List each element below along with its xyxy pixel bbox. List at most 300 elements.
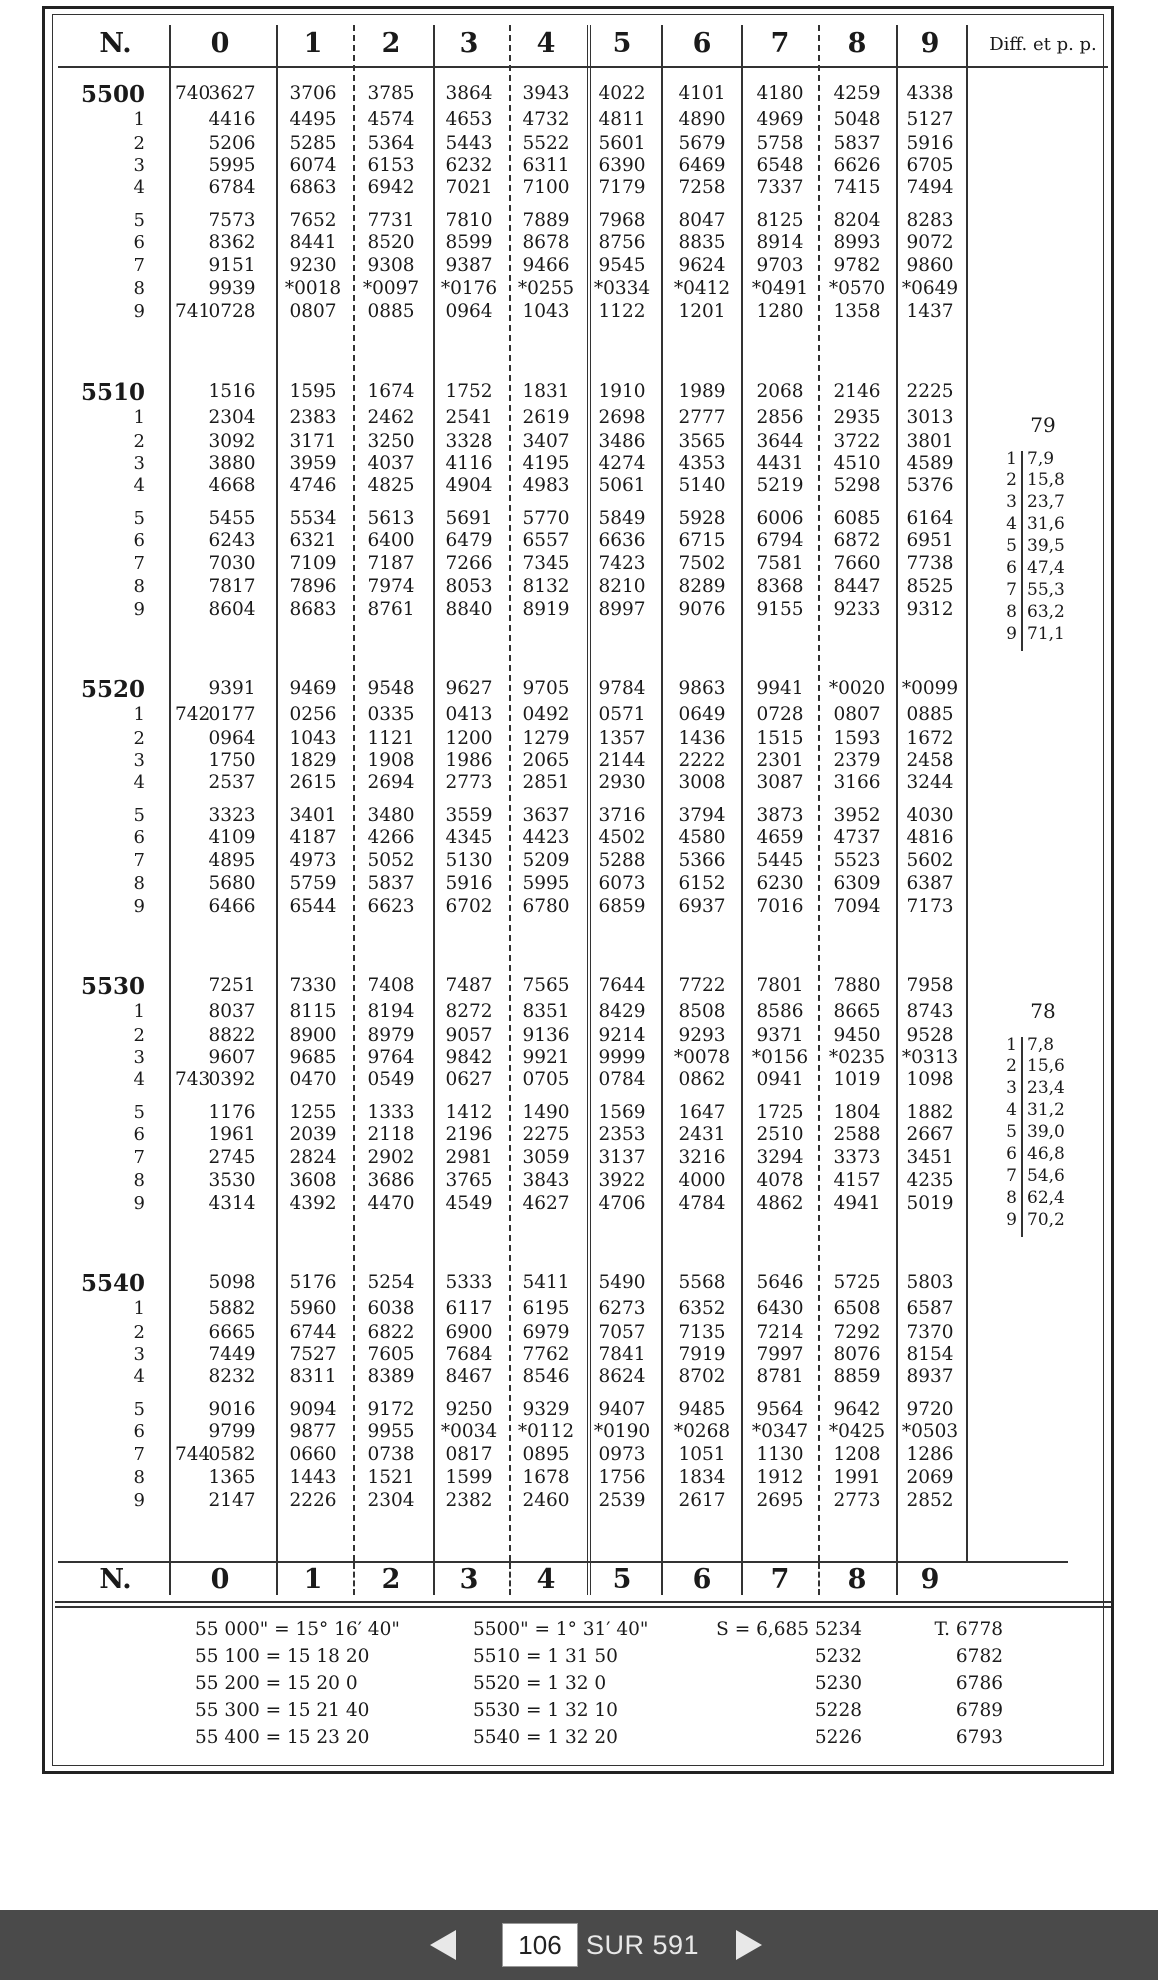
table-cell: *0503: [901, 1421, 959, 1442]
diff-table-digit: 4: [1006, 514, 1017, 534]
row-label: 9: [133, 301, 145, 322]
table-cell: 1201: [678, 301, 726, 322]
table-cell: 1490: [522, 1102, 570, 1123]
footer-entry: 6782: [955, 1646, 1003, 1667]
table-cell: 4549: [445, 1193, 493, 1214]
table-cell: 8761: [367, 599, 415, 620]
footer-entry: 5520 = 1 32 0: [473, 1673, 607, 1694]
table-cell: 9172: [367, 1399, 415, 1420]
table-cell: *0491: [751, 278, 809, 299]
table-cell: 5960: [289, 1298, 337, 1319]
table-cell: 6073: [598, 873, 646, 894]
row-label: 5: [133, 805, 145, 826]
table-cell: 2537: [208, 772, 256, 793]
table-cell: 2065: [522, 750, 570, 771]
row-label: 3: [133, 1344, 145, 1365]
table-cell: 2146: [833, 381, 881, 402]
table-cell: 8132: [522, 576, 570, 597]
table-cell: 7173: [906, 896, 954, 917]
table-cell: 8546: [522, 1366, 570, 1387]
row-label: 1: [133, 109, 145, 130]
row-label: 2: [133, 133, 145, 154]
table-cell: 4195: [522, 453, 570, 474]
table-cell: *0176: [440, 278, 498, 299]
table-cell: 1882: [906, 1102, 954, 1123]
row-label: 5500: [80, 81, 145, 108]
diff-table-digit: 9: [1006, 1210, 1017, 1230]
table-cell: 4890: [678, 109, 726, 130]
footer-column-divider: [818, 1563, 820, 1595]
table-cell: 9799: [208, 1421, 256, 1442]
table-cell: 4037: [367, 453, 415, 474]
table-cell: 5602: [906, 850, 954, 871]
table-cell: 1412: [445, 1102, 493, 1123]
table-cell: 6387: [906, 873, 954, 894]
table-cell: 7565: [522, 975, 570, 996]
table-cell: 3794: [678, 805, 726, 826]
table-cell: 0705: [522, 1069, 570, 1090]
table-cell: 1098: [906, 1069, 954, 1090]
table-cell: 9877: [289, 1421, 337, 1442]
table-cell: 8835: [678, 232, 726, 253]
footer-column-divider: [509, 1563, 511, 1595]
table-cell: 6273: [598, 1298, 646, 1319]
table-cell: 2275: [522, 1124, 570, 1145]
table-cell: 1986: [445, 750, 493, 771]
table-cell: 9391: [208, 678, 256, 699]
table-cell: 6587: [906, 1298, 954, 1319]
table-cell: 7179: [598, 177, 646, 198]
table-cell: 7266: [445, 553, 493, 574]
header-diff-label: Diff. et p. p.: [989, 34, 1097, 55]
table-cell: 3407: [522, 431, 570, 452]
table-cell: 1516: [208, 381, 256, 402]
table-cell: 3486: [598, 431, 646, 452]
table-cell: 9921: [522, 1047, 570, 1068]
footer-column-divider: [587, 1563, 591, 1595]
table-cell: 3880: [208, 453, 256, 474]
table-cell: 7527: [289, 1344, 337, 1365]
table-cell: 2353: [598, 1124, 646, 1145]
diff-table-value: 7,8: [1027, 1035, 1055, 1055]
table-cell: 9057: [445, 1025, 493, 1046]
table-cell: 1961: [208, 1124, 256, 1145]
table-cell: 3137: [598, 1147, 646, 1168]
table-cell: 4314: [208, 1193, 256, 1214]
footer-entry: 6786: [955, 1673, 1003, 1694]
footer-entry: 6793: [955, 1727, 1003, 1748]
table-cell: 2930: [598, 772, 646, 793]
table-cell: 4580: [678, 827, 726, 848]
table-cell: 1051: [678, 1444, 726, 1465]
table-cell: 9371: [756, 1025, 804, 1046]
row-label: 1: [133, 1298, 145, 1319]
table-cell: 1357: [598, 728, 646, 749]
footer-col-0: 0: [210, 1564, 230, 1595]
table-cell: 9466: [522, 255, 570, 276]
table-cell: 2118: [367, 1124, 415, 1145]
footer-entry: 55 100 = 15 18 20: [195, 1646, 370, 1667]
row-prefix: 743: [175, 1069, 211, 1090]
row-label: 9: [133, 1490, 145, 1511]
table-cell: 4235: [906, 1170, 954, 1191]
row-label: 5: [133, 1399, 145, 1420]
table-cell: 8993: [833, 232, 881, 253]
table-cell: 3171: [289, 431, 337, 452]
table-cell: 6153: [367, 155, 415, 176]
table-cell: 8599: [445, 232, 493, 253]
table-cell: 9387: [445, 255, 493, 276]
table-cell: 4353: [678, 453, 726, 474]
table-cell: 1908: [367, 750, 415, 771]
diff-table-value: 7,9: [1027, 449, 1055, 469]
table-cell: 9250: [445, 1399, 493, 1420]
table-cell: 8743: [906, 1001, 954, 1022]
table-cell: 7423: [598, 553, 646, 574]
table-cell: 0571: [598, 704, 646, 725]
table-cell: 8154: [906, 1344, 954, 1365]
table-cell: 3530: [208, 1170, 256, 1191]
table-cell: 8683: [289, 599, 337, 620]
table-cell: 3373: [833, 1147, 881, 1168]
table-cell: 0413: [445, 704, 493, 725]
table-cell: 4574: [367, 109, 415, 130]
table-cell: 7817: [208, 576, 256, 597]
table-cell: 0885: [367, 301, 415, 322]
table-cell: 9685: [289, 1047, 337, 1068]
table-cell: 4470: [367, 1193, 415, 1214]
row-label: 6: [133, 1124, 145, 1145]
table-cell: 8678: [522, 232, 570, 253]
diff-table-digit: 7: [1006, 1166, 1017, 1186]
table-cell: 1593: [833, 728, 881, 749]
table-cell: 6715: [678, 530, 726, 551]
table-cell: 5916: [906, 133, 954, 154]
table-cell: 3952: [833, 805, 881, 826]
table-cell: 0256: [289, 704, 337, 725]
table-cell: 2225: [906, 381, 954, 402]
table-cell: 5048: [833, 109, 881, 130]
row-label: 8: [133, 1467, 145, 1488]
table-cell: 4653: [445, 109, 493, 130]
table-cell: 3608: [289, 1170, 337, 1191]
table-cell: 8053: [445, 576, 493, 597]
table-cell: 0862: [678, 1069, 726, 1090]
header-col-1: 1: [303, 28, 323, 59]
table-cell: 9782: [833, 255, 881, 276]
table-cell: 2539: [598, 1490, 646, 1511]
table-cell: 2698: [598, 407, 646, 428]
table-cell: 6702: [445, 896, 493, 917]
table-cell: *0078: [673, 1047, 731, 1068]
row-label: 8: [133, 873, 145, 894]
table-cell: 1595: [289, 381, 337, 402]
table-cell: 1752: [445, 381, 493, 402]
table-cell: 2615: [289, 772, 337, 793]
table-cell: 1200: [445, 728, 493, 749]
diff-table-value: 54,6: [1027, 1166, 1065, 1186]
row-label: 7: [133, 850, 145, 871]
row-label: 5520: [80, 676, 145, 703]
row-label: 4: [133, 177, 145, 198]
table-cell: 0817: [445, 1444, 493, 1465]
table-cell: 1130: [756, 1444, 804, 1465]
table-cell: 2222: [678, 750, 726, 771]
table-cell: 7415: [833, 177, 881, 198]
table-cell: 5219: [756, 475, 804, 496]
table-cell: 8859: [833, 1366, 881, 1387]
table-cell: 1750: [208, 750, 256, 771]
footer-col-2: 2: [381, 1564, 401, 1595]
diff-table-digit: 6: [1006, 1144, 1017, 1164]
table-cell: 4904: [445, 475, 493, 496]
table-cell: 1279: [522, 728, 570, 749]
table-cell: 7919: [678, 1344, 726, 1365]
table-cell: 2981: [445, 1147, 493, 1168]
table-cell: 1122: [598, 301, 646, 322]
table-cell: *0190: [593, 1421, 651, 1442]
table-cell: 1333: [367, 1102, 415, 1123]
table-cell: 5995: [522, 873, 570, 894]
diff-table-digit: 9: [1006, 624, 1017, 644]
row-label: 1: [133, 407, 145, 428]
footer-entry: 5500" = 1° 31′ 40": [473, 1619, 649, 1640]
table-cell: 5098: [208, 1272, 256, 1293]
footer-entry: 5228: [814, 1700, 862, 1721]
table-cell: 9094: [289, 1399, 337, 1420]
table-cell: 4000: [678, 1170, 726, 1191]
row-label: 2: [133, 431, 145, 452]
table-cell: 4345: [445, 827, 493, 848]
table-cell: 3716: [598, 805, 646, 826]
table-cell: 5285: [289, 133, 337, 154]
table-cell: 1176: [208, 1102, 256, 1123]
table-cell: 8037: [208, 1001, 256, 1022]
table-cell: 5679: [678, 133, 726, 154]
table-cell: 9076: [678, 599, 726, 620]
table-cell: 7016: [756, 896, 804, 917]
table-cell: 9863: [678, 678, 726, 699]
table-cell: 1829: [289, 750, 337, 771]
row-label: 6: [133, 530, 145, 551]
table-cell: 3686: [367, 1170, 415, 1191]
table-cell: 1674: [367, 381, 415, 402]
table-cell: 3250: [367, 431, 415, 452]
table-cell: 3166: [833, 772, 881, 793]
table-cell: 2039: [289, 1124, 337, 1145]
table-cell: *0156: [751, 1047, 809, 1068]
footer-entry: S = 6̄,685 5234: [716, 1619, 862, 1640]
table-cell: 7841: [598, 1344, 646, 1365]
bottom-header-rule-top: [58, 1561, 1068, 1563]
row-label: 3: [133, 750, 145, 771]
table-cell: 7258: [678, 177, 726, 198]
diff-table-value: 39,0: [1027, 1122, 1065, 1142]
diff-table-value: 62,4: [1027, 1188, 1065, 1208]
table-cell: 5061: [598, 475, 646, 496]
table-cell: 8937: [906, 1366, 954, 1387]
table-cell: 6979: [522, 1322, 570, 1343]
row-label: 6: [133, 232, 145, 253]
table-cell: 2458: [906, 750, 954, 771]
table-cell: 1255: [289, 1102, 337, 1123]
footer-double-rule-a: [55, 1601, 1111, 1603]
table-cell: 5928: [678, 508, 726, 529]
footer-entry: 5232: [814, 1646, 862, 1667]
table-cell: 1043: [289, 728, 337, 749]
table-cell: 1672: [906, 728, 954, 749]
diff-table-divider: [1021, 1037, 1023, 1237]
chevron-right-icon[interactable]: [736, 1930, 762, 1960]
table-cell: 8520: [367, 232, 415, 253]
row-label: 9: [133, 1193, 145, 1214]
table-cell: 7581: [756, 553, 804, 574]
table-cell: 6872: [833, 530, 881, 551]
table-cell: *0347: [751, 1421, 809, 1442]
table-cell: 7502: [678, 553, 726, 574]
table-cell: 5140: [678, 475, 726, 496]
table-cell: 8781: [756, 1366, 804, 1387]
table-cell: 9939: [208, 278, 256, 299]
header-col-6: 6: [692, 28, 712, 59]
table-cell: 9955: [367, 1421, 415, 1442]
table-cell: 7370: [906, 1322, 954, 1343]
table-cell: 4732: [522, 109, 570, 130]
table-cell: 3864: [445, 83, 493, 104]
table-cell: 2745: [208, 1147, 256, 1168]
table-cell: 5298: [833, 475, 881, 496]
table-cell: 6937: [678, 896, 726, 917]
table-cell: 4746: [289, 475, 337, 496]
table-cell: 5376: [906, 475, 954, 496]
diff-table-divider: [1021, 451, 1023, 651]
table-cell: 9607: [208, 1047, 256, 1068]
row-label: 3: [133, 453, 145, 474]
table-cell: *0334: [593, 278, 651, 299]
table-cell: 0784: [598, 1069, 646, 1090]
table-cell: 5568: [678, 1272, 726, 1293]
table-cell: 5759: [289, 873, 337, 894]
table-cell: 6665: [208, 1322, 256, 1343]
diff-table-value: 15,6: [1027, 1056, 1065, 1076]
table-cell: 3244: [906, 772, 954, 793]
table-cell: 7738: [906, 553, 954, 574]
table-cell: 7449: [208, 1344, 256, 1365]
diff-table-value: 47,4: [1027, 558, 1065, 578]
footer-entry: 5230: [814, 1673, 862, 1694]
table-cell: 8665: [833, 1001, 881, 1022]
footer-entry: 5510 = 1 31 50: [473, 1646, 618, 1667]
table-cell: 9564: [756, 1399, 804, 1420]
table-cell: 4022: [598, 83, 646, 104]
footer-column-divider: [276, 1563, 278, 1595]
table-cell: 8822: [208, 1025, 256, 1046]
table-cell: 7722: [678, 975, 726, 996]
table-cell: 7652: [289, 210, 337, 231]
table-cell: 1365: [208, 1467, 256, 1488]
table-cell: 2777: [678, 407, 726, 428]
table-cell: 5646: [756, 1272, 804, 1293]
footer-entry: 55 000" = 15° 16′ 40": [195, 1619, 400, 1640]
row-label: 9: [133, 896, 145, 917]
page-number-input[interactable]: [502, 1923, 578, 1967]
table-cell: 7762: [522, 1344, 570, 1365]
table-cell: 4941: [833, 1193, 881, 1214]
table-cell: 3294: [756, 1147, 804, 1168]
diff-table-digit: 1: [1006, 449, 1017, 469]
row-label: 5: [133, 508, 145, 529]
row-label: 4: [133, 1366, 145, 1387]
table-cell: 6705: [906, 155, 954, 176]
table-cell: 2460: [522, 1490, 570, 1511]
table-cell: 5254: [367, 1272, 415, 1293]
table-cell: 5455: [208, 508, 256, 529]
table-cell: 7408: [367, 975, 415, 996]
table-cell: 3943: [522, 83, 570, 104]
table-cell: 2541: [445, 407, 493, 428]
footer-entry: 5226: [814, 1727, 862, 1748]
table-cell: 3765: [445, 1170, 493, 1191]
table-cell: 4969: [756, 109, 804, 130]
footer-column-divider: [353, 1563, 355, 1595]
table-cell: 7214: [756, 1322, 804, 1343]
table-cell: 8624: [598, 1366, 646, 1387]
table-cell: 8429: [598, 1001, 646, 1022]
table-cell: 7810: [445, 210, 493, 231]
column-divider: [661, 25, 663, 1561]
table-cell: 0335: [367, 704, 415, 725]
chevron-left-icon[interactable]: [430, 1930, 456, 1960]
table-cell: 6780: [522, 896, 570, 917]
table-cell: 6626: [833, 155, 881, 176]
table-cell: 4862: [756, 1193, 804, 1214]
table-cell: 5366: [678, 850, 726, 871]
row-label: 2: [133, 728, 145, 749]
table-cell: 0738: [367, 1444, 415, 1465]
table-cell: 6794: [756, 530, 804, 551]
table-cell: 6074: [289, 155, 337, 176]
table-cell: 3059: [522, 1147, 570, 1168]
column-divider: [966, 25, 968, 1561]
row-label: 9: [133, 599, 145, 620]
table-cell: 6863: [289, 177, 337, 198]
table-cell: 7974: [367, 576, 415, 597]
table-cell: 2694: [367, 772, 415, 793]
table-cell: 6900: [445, 1322, 493, 1343]
table-cell: 3087: [756, 772, 804, 793]
diff-table-value: 55,3: [1027, 580, 1065, 600]
table-cell: 3451: [906, 1147, 954, 1168]
table-cell: 5176: [289, 1272, 337, 1293]
table-page: [42, 6, 1114, 1774]
diff-table-value: 70,2: [1027, 1210, 1065, 1230]
footer-col-3: 3: [459, 1564, 479, 1595]
table-cell: 5288: [598, 850, 646, 871]
table-cell: 4589: [906, 453, 954, 474]
table-cell: 9784: [598, 678, 646, 699]
table-cell: 3627: [208, 83, 256, 104]
table-cell: 4784: [678, 1193, 726, 1214]
row-label: 3: [133, 155, 145, 176]
table-cell: 5445: [756, 850, 804, 871]
diff-table-value: 15,8: [1027, 470, 1065, 490]
table-cell: 8362: [208, 232, 256, 253]
table-cell: 1647: [678, 1102, 726, 1123]
table-cell: 4737: [833, 827, 881, 848]
table-cell: 9450: [833, 1025, 881, 1046]
table-cell: 1834: [678, 1467, 726, 1488]
table-cell: 9293: [678, 1025, 726, 1046]
